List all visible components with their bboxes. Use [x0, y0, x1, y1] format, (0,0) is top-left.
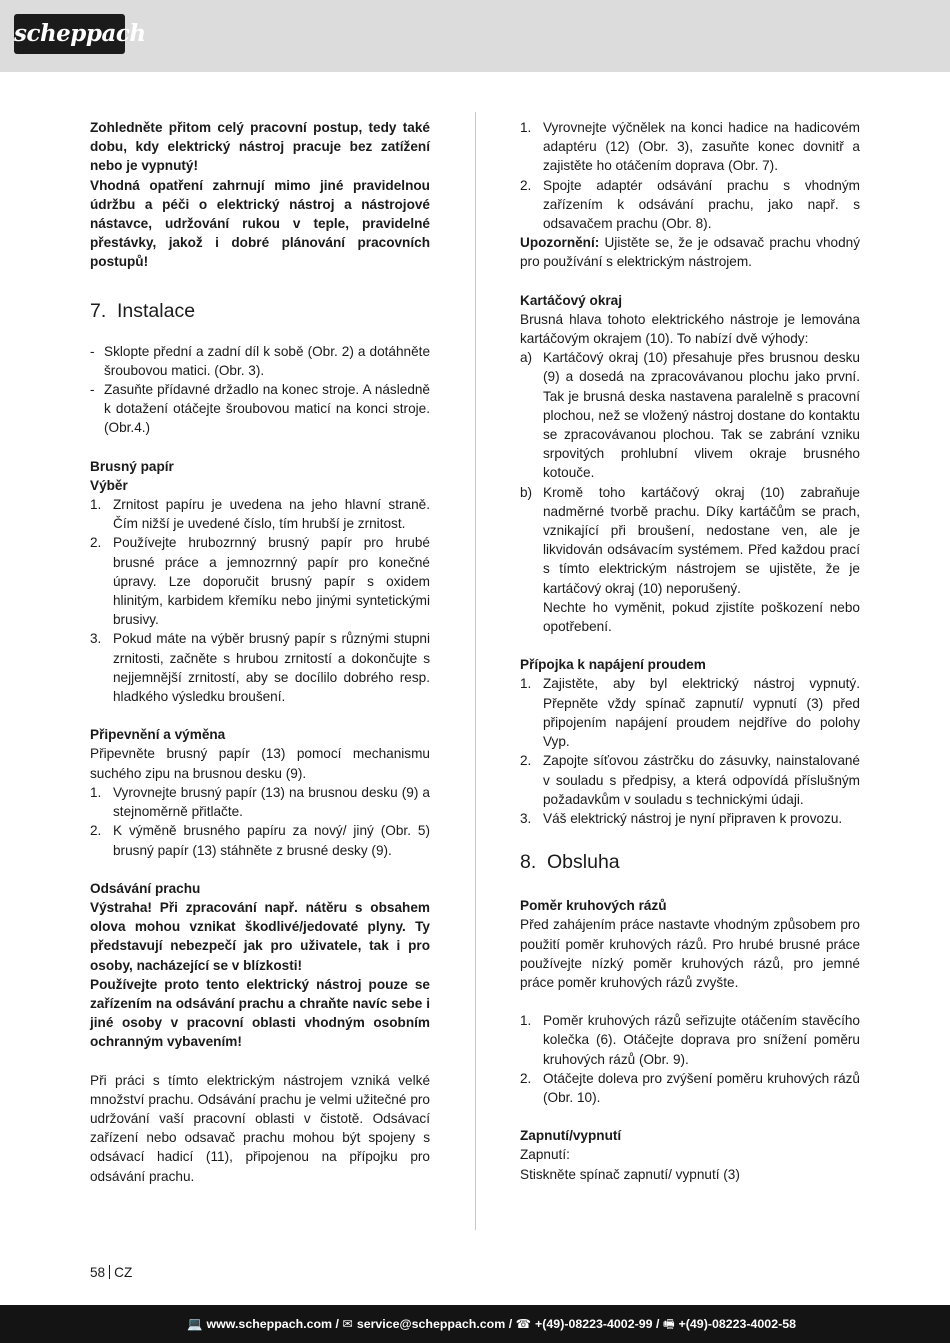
page-number-value: 58	[90, 1265, 106, 1280]
page-footer	[0, 1305, 950, 1343]
list-item: 1. Poměr kruhových rázů seřizujte otáčením stavěcího kolečka (6). Otáčejte doprava pro snížení poměru kruhových rázů (Obr. 9).	[520, 1013, 860, 1067]
list-item: 2. Zapojte síťovou zástrčku do zásuvky, nainstalované v souladu s předpisy, a která odpovídá příslušným požadavkům v souladu s technickými údaji.	[520, 753, 860, 807]
dust-warning-1: Výstraha! Při zpracování např. nátěru s obsahem olova mohou vznikat škodlivé/jedovaté plyny. Ty představují nebezpečí jak pro uživatele, tak i pro osoby, nacházející se v blízkosti!	[90, 899, 430, 973]
page-header	[0, 0, 950, 72]
fax-icon: 🖷	[662, 1317, 675, 1331]
attach-heading: Připevnění a výměna	[90, 727, 226, 743]
brush-text: Brusná hlava tohoto elektrického nástroje je lemována kartáčovým okrajem (10). To nabízí dvě výhody:	[520, 311, 860, 347]
scheppach-logo: scheppach	[14, 14, 125, 54]
footer-mail[interactable]: service@scheppach.com /	[356, 1317, 513, 1331]
list-item: b) Kromě toho kartáčový okraj (10) zabraňuje nadměrné tvorbě prachu. Díky kartáčům se prach, vznikající při broušení, nedostane ven, ale je likvidován odsávacím systémem. Před každou prací s tímto elektrickým nástrojem se ujistěte, že je kartáčový okraj (10) neporušený. Nechte ho vyměnit, pokud zjistíte poškození nebo opotřebení.	[520, 484, 860, 635]
sandpaper-heading: Brusný papír	[90, 458, 174, 474]
column-divider	[475, 112, 476, 1230]
orbit-text: Před zahájením práce nastavte vhodným způsobem pro použití poměr kruhových rázů. Pro hrubé brusné práce používejte nízký poměr kruhových rázů, pro jemné práce poměr kruhových rázů zvyšte.	[520, 917, 860, 990]
attach-list	[90, 783, 430, 860]
list-item: 3. Pokud máte na výběr brusný papír s různými stupni zrnitosti, začněte s hrubou zrnitostí a dokončujte s nejjemnější zrnitostí, aby se docílilo dobrého resp. hladkého výsledku broušení.	[90, 631, 430, 705]
section-heading-8	[520, 850, 860, 874]
section-title: Obsluha	[547, 851, 620, 874]
page-number-separator	[109, 1265, 110, 1279]
onoff-label: Zapnutí:	[520, 1147, 570, 1163]
phone-icon: ☎	[515, 1317, 532, 1331]
list-item: 1. Vyrovnejte brusný papír (13) na brusnou desku (9) a stejnoměrně přitlačte.	[90, 784, 430, 820]
sandpaper-subheading: Výběr	[90, 477, 128, 493]
dust-steps-list	[520, 118, 860, 233]
onoff-text: Stiskněte spínač zapnutí/ vypnutí (3)	[520, 1166, 740, 1182]
list-item: 3. Váš elektrický nástroj je nyní připraven k provozu.	[520, 810, 843, 826]
list-item: 2. Používejte hrubozrnný brusný papír pro hrubé brusné práce a jemnozrnný papír pro konečné úpravy. Lze doporučit brusný papír s oxidem hlinitým, karbidem křemíku nebo jinými syntetickými brusivy.	[90, 535, 430, 628]
dust-text: Při práci s tímto elektrickým nástrojem vzniká velké množství prachu. Odsávání prachu je velmi užitečné pro udržování vaší pracovní oblasti v čistotě. Odsávací zařízení nebo odsavač prachu mohou být spojeny s odsávací hadicí (11), připojenou na přípojku pro odsávání prachu.	[90, 1072, 430, 1184]
dust-heading: Odsávání prachu	[90, 880, 201, 896]
brush-list	[520, 348, 860, 636]
list-item: - Zasuňte přídavné držadlo na konec stroje. A následně k dotažení otáčejte šroubovou maticí na konci stroje. (Obr.4.)	[90, 382, 430, 436]
list-item: 2. Spojte adaptér odsávání prachu s vhodným zařízením k odsávání prachu, jako např. s odsavačem prachu (Obr. 8).	[520, 177, 860, 232]
list-item: 1. Zajistěte, aby byl elektrický nástroj vypnutý. Přepněte vždy spínač zapnutí/ vypnutí (3) před připojením napájení proudem nejdříve do polohy Vyp.	[520, 676, 860, 750]
footer-phone: +(49)-08223-4002-99 /	[535, 1317, 660, 1331]
section-heading-7	[90, 299, 430, 323]
list-item: 2. K výměně brusného papíru za nový/ jiný (Obr. 5) brusný papír (13) stáhněte z brusné desky (9).	[90, 823, 430, 858]
right-column	[520, 118, 860, 1184]
onoff-heading: Zapnutí/vypnutí	[520, 1128, 622, 1144]
mail-icon: ✉	[342, 1317, 353, 1331]
intro-bold-1: Zohledněte přitom celý pracovní postup, tedy také dobu, kdy elektrický nástroj pracuje bez zatížení nebo je vypnutý!	[90, 120, 430, 174]
list-item: 1. Zrnitost papíru je uvedena na jeho hlavní straně. Čím nižší je uvedené číslo, tím hrubší je zrnitost.	[90, 497, 430, 532]
footer-fax: +(49)-08223-4002-58	[678, 1317, 796, 1331]
list-item: 1. Vyrovnejte výčnělek na konci hadice na hadicovém adaptéru (12) (Obr. 3), zasuňte konec dovnitř a zajistěte ho otáčením doprava (Obr. 7).	[520, 120, 860, 174]
list-item: 2. Otáčejte doleva pro zvýšení poměru kruhových rázů (Obr. 10).	[520, 1070, 860, 1105]
computer-icon: 💻	[187, 1317, 203, 1331]
attach-text: Připevněte brusný papír (13) pomocí mechanismu suchého zipu na brusnou desku (9).	[90, 746, 430, 781]
list-item: a) Kartáčový okraj (10) přesahuje přes brusnou desku (9) a dosedá na zpracovávanou plochu jako první. Tak je brusná deska nastavena paralelně s pracovní plochou, než se vložený nástroj dostane do kontaktu se zpracovávanou plochou. Tak se zabrání vzniku srpovitých prohlubní vlivem okraje brusného kotouče.	[520, 350, 860, 481]
section-title: Instalace	[117, 299, 196, 322]
orbit-list	[520, 1011, 860, 1107]
brush-heading: Kartáčový okraj	[520, 292, 623, 308]
sandpaper-list	[90, 495, 430, 706]
note-label: Upozornění:	[520, 235, 600, 251]
left-column	[90, 118, 430, 1186]
intro-bold-2: Vhodná opatření zahrnují mimo jiné pravidelnou údržbu a péči o elektrický nástroj a nástrojové nástavce, udržování rukou v teple, pravidelné přestávky, jakož i dobré plánování pracovních postupů!	[90, 177, 430, 270]
list-item: - Sklopte přední a zadní díl k sobě (Obr. 2) a dotáhněte šroubovou matici. (Obr. 3).	[90, 343, 430, 378]
power-list	[520, 674, 860, 828]
section-number: 8.	[520, 851, 537, 874]
note-paragraph	[520, 233, 860, 271]
page-number	[90, 1265, 132, 1280]
install-list	[90, 342, 430, 438]
orbit-heading: Poměr kruhových rázů	[520, 898, 667, 914]
note-text: Ujistěte se, že je odsavač prachu vhodný pro používání s elektrickým nástrojem.	[520, 235, 860, 270]
dust-warning-2: Používejte proto tento elektrický nástroj pouze se zařízením na odsávání prachu a chraňte navíc sebe i jiné osoby v pracovní oblasti vhodným osobním ochranným vybavením!	[90, 976, 430, 1050]
page-language: CZ	[114, 1265, 133, 1280]
footer-web[interactable]: www.scheppach.com /	[206, 1317, 339, 1331]
power-heading: Přípojka k napájení proudem	[520, 657, 706, 673]
section-number: 7.	[90, 299, 107, 322]
